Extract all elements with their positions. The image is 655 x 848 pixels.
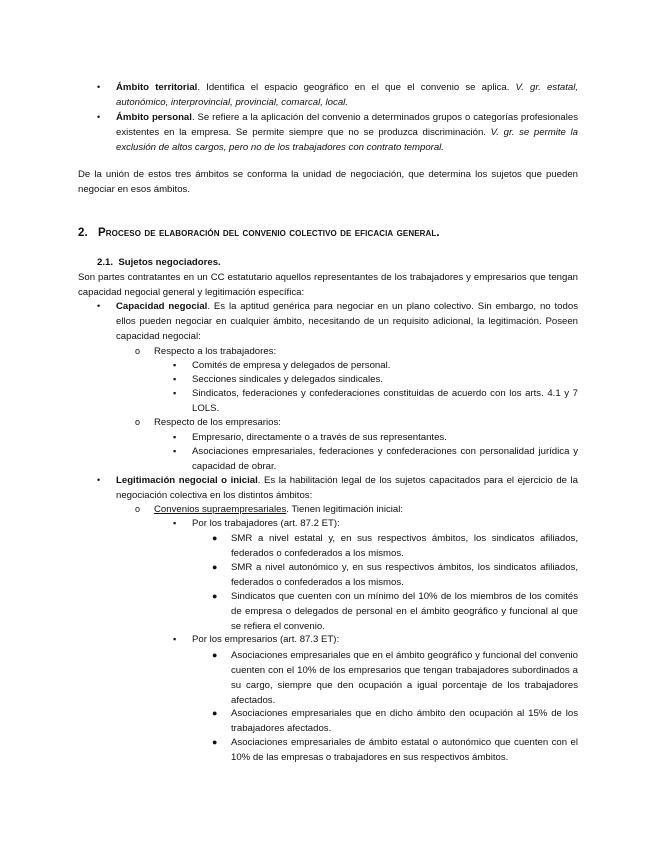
list-item-emp: Asociaciones empresariales que en dicho ámbito den ocupación al 15% de los trabajadores afectados. (231, 708, 578, 734)
item-text: . Es la habilitación legal de los sujetos capacitados para el ejercicio de la negociación colectiva en los distintos ámbitos: (116, 475, 578, 501)
dot-marker: ● (212, 533, 218, 543)
square-marker: ▪ (173, 374, 177, 384)
bullet-marker: • (97, 475, 101, 485)
term-legitimacion: Legitimación negocial o inicial (116, 475, 258, 486)
dot-marker: ● (212, 708, 218, 718)
term-ambito-territorial: Ámbito territorial (116, 82, 198, 93)
item-text: . Se refiere a la aplicación del convenio a determinados grupos o categorías profesionales existentes en la empresa. Se permite siempre que no se produzca discriminación. (116, 112, 578, 138)
circle-marker: o (135, 417, 141, 427)
list-item-ambito-territorial (116, 80, 578, 110)
subsection-title: Sujetos negociadores. (118, 257, 221, 268)
dot-marker: ● (212, 562, 218, 572)
square-marker: ▪ (173, 634, 177, 644)
list-item-trabajadores: Secciones sindicales y delegados sindicales. (192, 374, 383, 385)
term-ambito-personal: Ámbito personal (116, 112, 192, 123)
item-example: V. gr. estatal, autonómico, interprovincial, provincial, comarcal, local. (116, 82, 578, 108)
dot-marker: ● (212, 650, 218, 660)
list-item-trab: SMR a nivel autonómico y, en sus respectivos ámbitos, los sindicatos afiliados, federados o confederados a los mismos. (231, 562, 578, 588)
square-marker: ▪ (173, 518, 177, 528)
bullet-marker: • (97, 112, 101, 122)
intro-paragraph: De la unión de estos tres ámbitos se conforma la unidad de negociación, que determina los sujetos que pueden negociar en esos ámbitos. (78, 169, 578, 195)
list-item-capacidad-negocial (116, 299, 578, 344)
item-example: V. gr. se permite la exclusión de altos cargos, pero no de los trabajadores con contrato temporal. (116, 127, 578, 153)
section-heading-2 (78, 226, 440, 241)
supraempresariales-label (154, 502, 578, 517)
list-item-trab: SMR a nivel estatal y, en sus respectivos ámbitos, los sindicatos afiliados, federados o confederados a los mismos. (231, 533, 578, 559)
subsection-heading-2-1 (97, 255, 221, 270)
list-item-emp: Asociaciones empresariales que en el ámbito geográfico y funcional del convenio cuenten con el 10% de los empresarios que tengan trabajadores subordinados a su cargo, siempre que den ocupación a igual porcentaje de los trabajadores afectados. (231, 650, 578, 706)
square-marker: ▪ (173, 388, 177, 398)
bullet-marker: • (97, 82, 101, 92)
list-item-empresarios: Empresario, directamente o a través de sus representantes. (192, 432, 447, 443)
supra-text: . Tienen legitimación inicial: (286, 504, 404, 515)
dot-marker: ● (212, 591, 218, 601)
list-item-trabajadores: Sindicatos, federaciones y confederaciones constituidas de acuerdo con los arts. 4.1 y 7 LOLS. (192, 388, 578, 414)
square-marker: ▪ (173, 360, 177, 370)
list-item-empresarios: Asociaciones empresariales, federaciones y confederaciones con personalidad jurídica y capacidad de obrar. (192, 446, 578, 472)
list-item-trabajadores: Comités de empresa y delegados de personal. (192, 360, 391, 371)
empresarios-label: Respecto de los empresarios: (154, 417, 281, 428)
empresarios-87-3-label: Por los empresarios (art. 87.3 ET): (192, 634, 340, 645)
supra-term: Convenios supraempresariales (154, 504, 287, 515)
dot-marker: ● (212, 737, 218, 747)
list-item-legitimacion (116, 473, 578, 503)
circle-marker: o (135, 504, 141, 514)
bullet-marker: • (97, 301, 101, 311)
list-item-ambito-personal (116, 110, 578, 155)
square-marker: ▪ (173, 446, 177, 456)
circle-marker: o (135, 346, 141, 356)
square-marker: ▪ (173, 432, 177, 442)
section-number: 2. (78, 227, 88, 239)
item-text: . Identifica el espacio geográfico en el que el convenio se aplica. (197, 82, 516, 93)
item-text: . Es la aptitud genérica para negociar en un plano colectivo. Sin embargo, no todos ellos pueden negociar en cualquier ámbito, necesitando de un requisito adicional, la legitimación. Poseen capacidad negocial: (116, 301, 578, 342)
trabajadores-label: Respecto a los trabajadores: (154, 346, 277, 357)
trabajadores-87-2-label: Por los trabajadores (art. 87.2 ET): (192, 518, 340, 529)
list-item-emp: Asociaciones empresariales de ámbito estatal o autonómico que cuenten con el 10% de las empresas o trabajadores en sus respectivos ámbitos. (231, 737, 578, 763)
term-capacidad-negocial: Capacidad negocial (116, 301, 208, 312)
list-item-trab: Sindicatos que cuenten con un mínimo del 10% de los miembros de los comités de empresa o delegados de personal en el ámbito geográfico y funcional al que se refiera el convenio. (231, 591, 578, 632)
subsection-intro: Son partes contratantes en un CC estatutario aquellos representantes de los trabajadores y empresarios que tengan capacidad negocial general y legitimación específica: (78, 272, 578, 298)
subsection-number: 2.1. (97, 257, 114, 268)
section-title: Proceso de elaboración del convenio colectivo de eficacia general. (98, 227, 440, 239)
